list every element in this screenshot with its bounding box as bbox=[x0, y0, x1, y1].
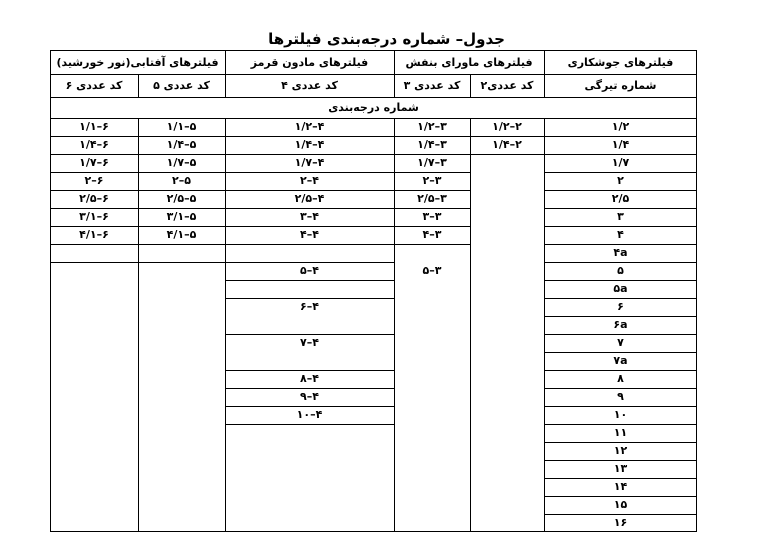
code4-cell: ۴–۴ bbox=[300, 228, 319, 241]
shade-cell: ۶a bbox=[613, 318, 628, 331]
code4-cell: ۴–۲ bbox=[300, 174, 319, 187]
code4-cell: ۴–۶ bbox=[300, 300, 319, 313]
shade-cell: ۱۵ bbox=[613, 498, 628, 511]
code3-cell: ۳–۳ bbox=[422, 210, 442, 223]
shade-cell: ۱۶ bbox=[613, 516, 628, 529]
code4-cell: ۴–۸ bbox=[300, 372, 319, 385]
subheader-shade-number: شماره تیرگی bbox=[584, 79, 657, 92]
subheader-code-3: کد عددی ۳ bbox=[403, 79, 461, 92]
code5-cell: ۵–۲/۵ bbox=[166, 192, 197, 205]
code5-cell: ۵–۲ bbox=[172, 174, 191, 187]
code3-cell: ۳–۱/۴ bbox=[417, 138, 447, 151]
header-sun-filters: فیلترهای آفتابی(نور خورشید) bbox=[56, 56, 219, 69]
shade-cell: ۶ bbox=[617, 300, 624, 313]
shade-cell: ۳ bbox=[617, 210, 624, 223]
code4-cell: ۴–۱۰ bbox=[296, 408, 323, 421]
code5-cell: ۵–۱/۴ bbox=[166, 138, 197, 151]
code4-cell: ۴–۳ bbox=[300, 210, 319, 223]
shade-cell: ۱۲ bbox=[613, 444, 628, 457]
shade-cell: ۷ bbox=[617, 336, 624, 349]
code2-cell: ۲–۱/۲ bbox=[492, 120, 522, 133]
code4-cell: ۴–۱/۷ bbox=[294, 156, 325, 169]
shade-cell: ۴ bbox=[617, 228, 624, 241]
subheader-code-2: کد عددی۲ bbox=[480, 79, 534, 92]
header-ir-filters: فیلترهای مادون قرمز bbox=[250, 56, 369, 69]
shade-cell: ۱۰ bbox=[613, 408, 628, 421]
shade-cell: ۱۱ bbox=[613, 426, 628, 439]
table-title: جدول– شماره درجه‌بندی فیلترها bbox=[268, 30, 505, 48]
code3-cell: ۳–۲ bbox=[422, 174, 442, 187]
code4-cell: ۴–۲/۵ bbox=[294, 192, 325, 205]
subheader-code-5: کد عددی ۵ bbox=[153, 79, 210, 92]
subheader-code-4: کد عددی ۴ bbox=[281, 79, 338, 92]
shade-cell: ۲/۵ bbox=[611, 192, 630, 205]
shade-cell: ۵ bbox=[617, 264, 624, 277]
shade-cell: ۴a bbox=[613, 246, 628, 259]
shade-cell: ۱۴ bbox=[613, 480, 628, 493]
code3-cell: ۳–۱/۷ bbox=[417, 156, 447, 169]
shade-cell: ۱/۷ bbox=[611, 156, 630, 169]
shade-cell: ۵a bbox=[613, 282, 628, 295]
code3-cell: ۳–۵ bbox=[422, 264, 442, 277]
code6-cell: ۶–۱/۷ bbox=[79, 156, 109, 169]
code4-cell: ۴–۷ bbox=[300, 336, 319, 349]
code3-cell: ۳–۱/۲ bbox=[417, 120, 447, 133]
header-welding-filters: فیلترهای جوشکاری bbox=[567, 56, 674, 69]
code5-cell: ۵–۴/۱ bbox=[166, 228, 197, 241]
code5-cell: ۵–۳/۱ bbox=[166, 210, 197, 223]
code4-cell: ۴–۹ bbox=[300, 390, 319, 403]
grading-number-header: شماره درجه‌بندی bbox=[328, 101, 419, 114]
shade-cell: ۹ bbox=[617, 390, 624, 403]
code3-cell: ۳–۲/۵ bbox=[417, 192, 447, 205]
code6-cell: ۶–۱/۴ bbox=[79, 138, 109, 151]
header-uv-filters: فیلترهای ماورای بنفش bbox=[405, 56, 533, 69]
subheader-code-6: کد عددی ۶ bbox=[65, 79, 123, 92]
code6-cell: ۶–۲ bbox=[84, 174, 104, 187]
code3-cell: ۳–۴ bbox=[422, 228, 442, 241]
code6-cell: ۶–۴/۱ bbox=[79, 228, 109, 241]
shade-cell: ۷a bbox=[613, 354, 628, 367]
code6-cell: ۶–۱/۱ bbox=[79, 120, 109, 133]
code6-cell: ۶–۲/۵ bbox=[79, 192, 109, 205]
code2-cell: ۲–۱/۴ bbox=[492, 138, 522, 151]
code4-cell: ۴–۱/۲ bbox=[294, 120, 325, 133]
code4-cell: ۴–۵ bbox=[300, 264, 319, 277]
code5-cell: ۵–۱/۷ bbox=[166, 156, 197, 169]
code4-cell: ۴–۱/۴ bbox=[294, 138, 325, 151]
shade-cell: ۱۳ bbox=[613, 462, 628, 475]
code6-cell: ۶–۳/۱ bbox=[79, 210, 109, 223]
shade-cell: ۱/۲ bbox=[611, 120, 630, 133]
shade-cell: ۱/۴ bbox=[611, 138, 630, 151]
shade-cell: ۸ bbox=[617, 372, 624, 385]
code5-cell: ۵–۱/۱ bbox=[166, 120, 197, 133]
shade-cell: ۲ bbox=[617, 174, 624, 187]
